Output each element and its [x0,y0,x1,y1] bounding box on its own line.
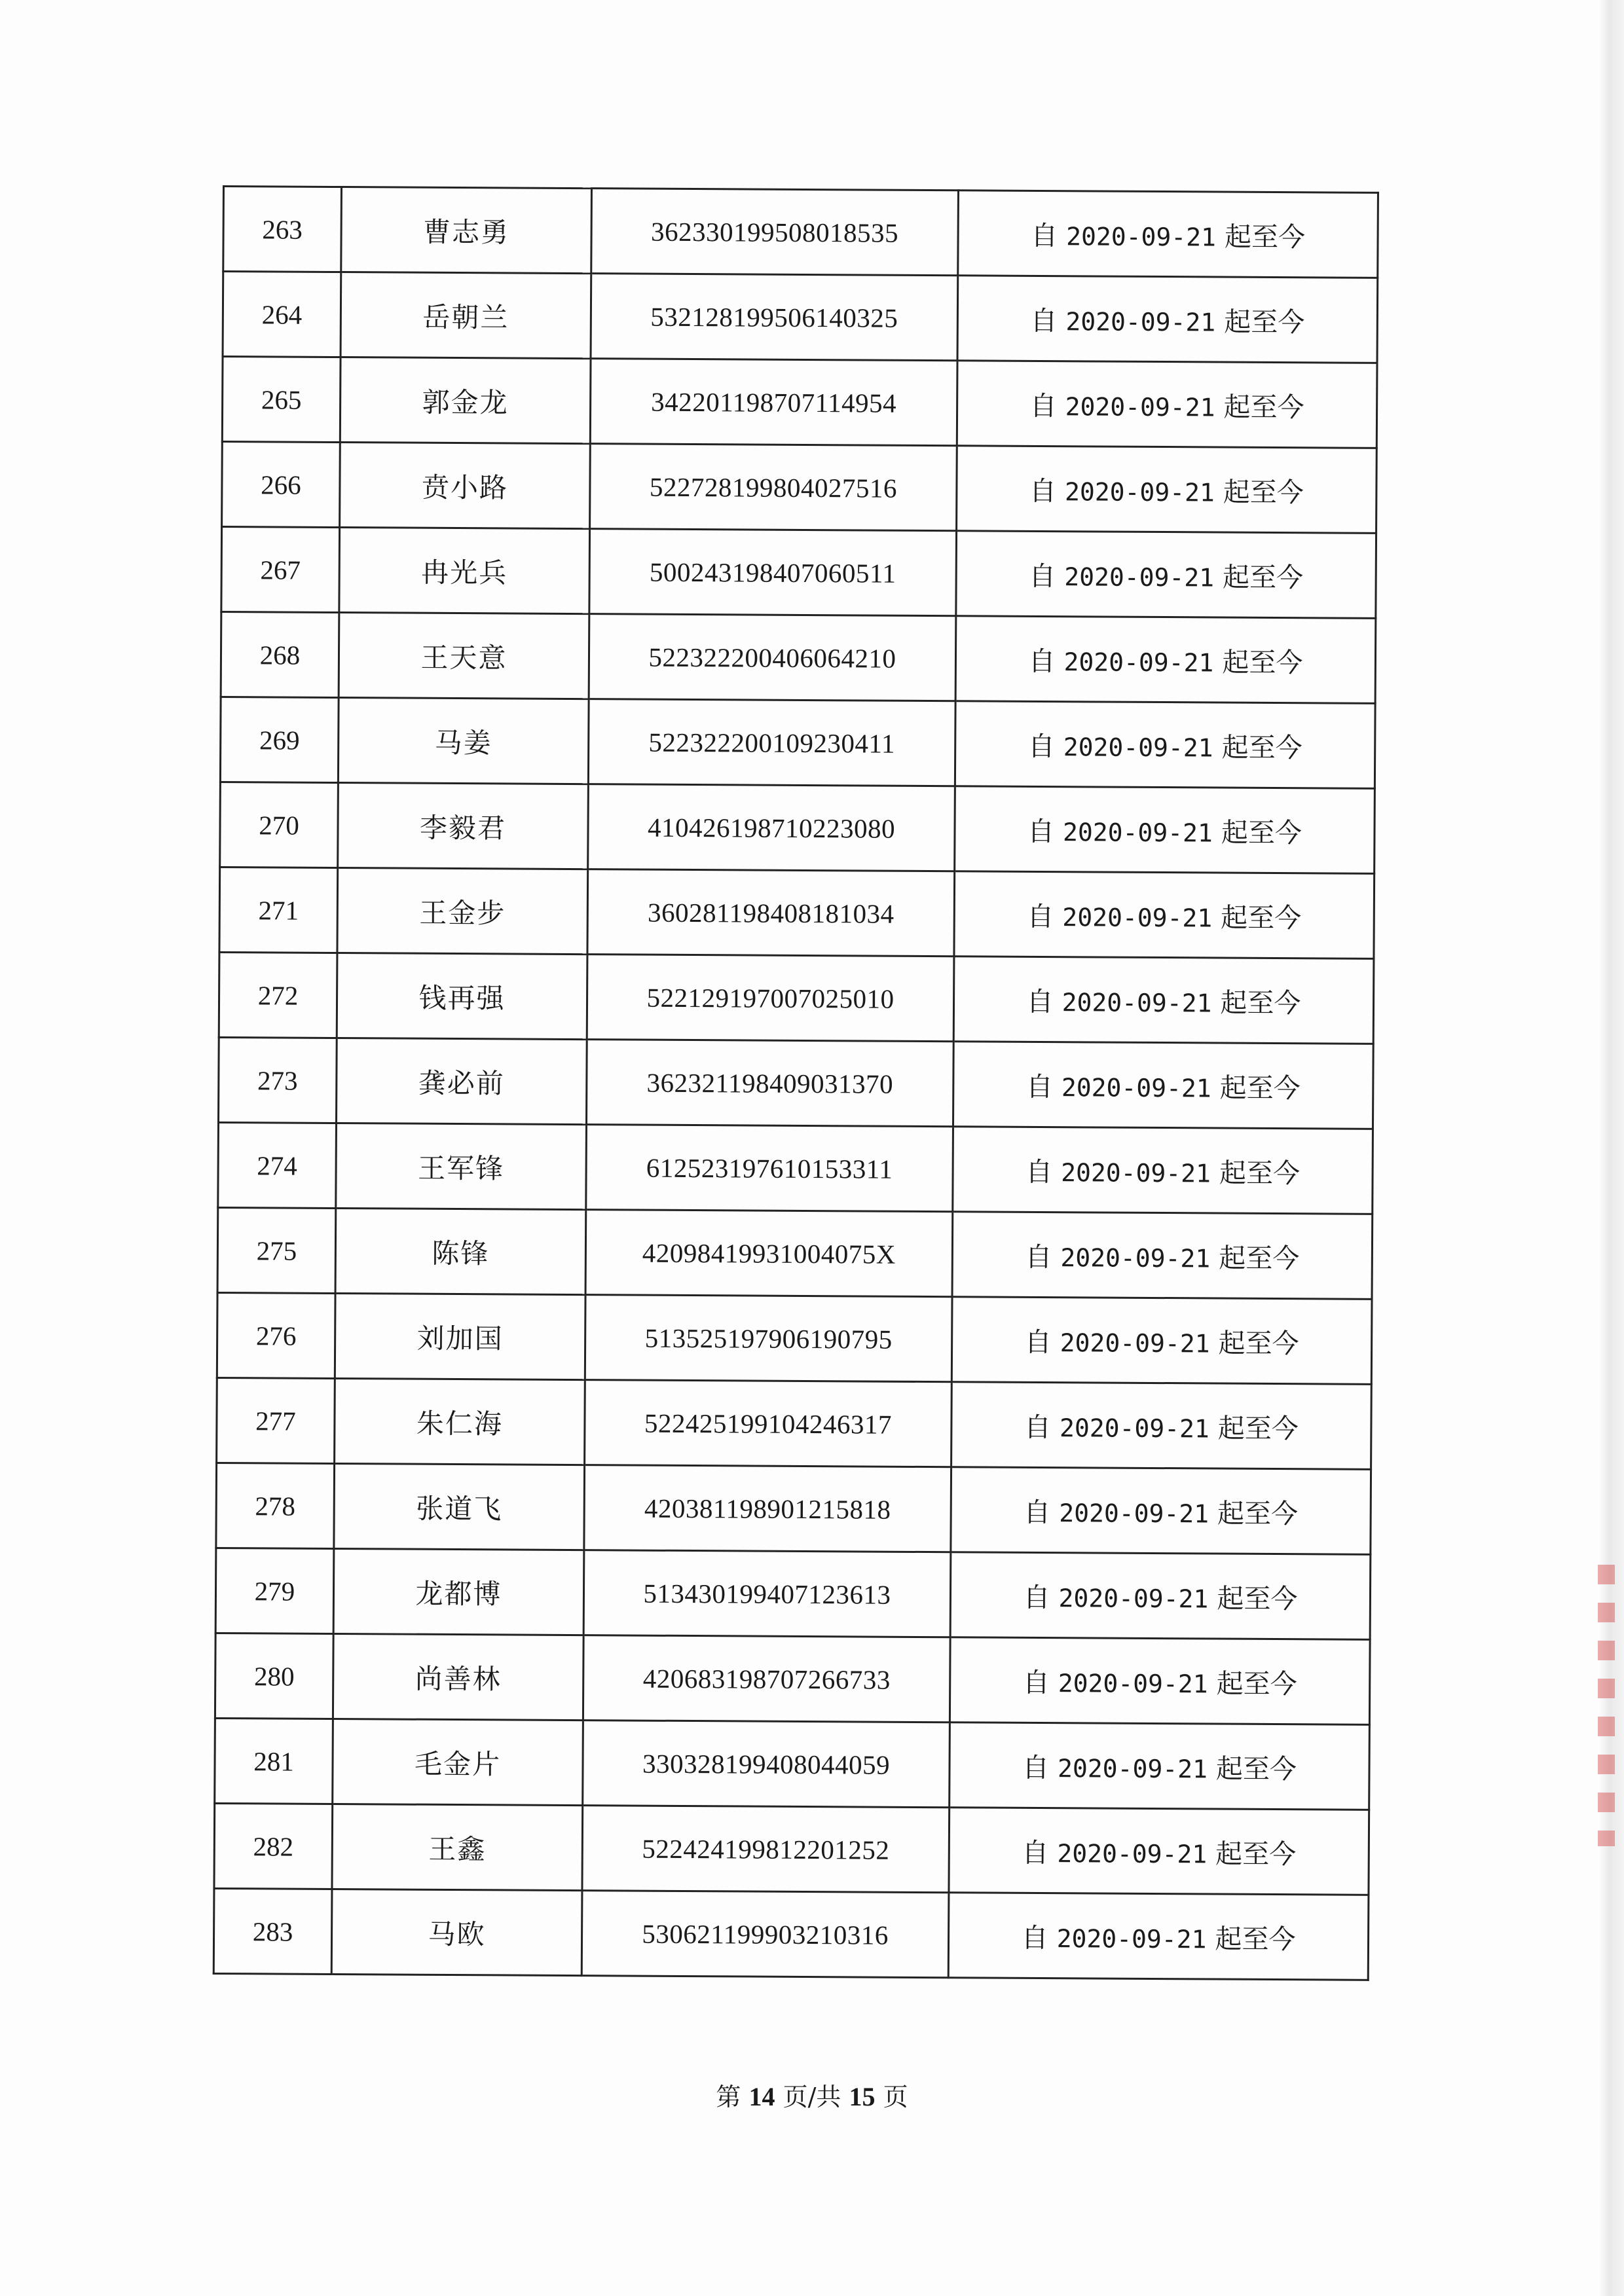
table-row [221,527,1376,619]
table-row [213,1888,1369,1980]
id-number: 522425199104246317 [585,1380,952,1467]
table-row [219,1037,1374,1129]
period-prefix: 自 [1023,1581,1050,1614]
id-number: 42098419931004075X [585,1210,953,1297]
period-suffix: 起至今 [1224,306,1305,338]
row-number: 282 [214,1803,333,1889]
period-prefix: 自 [1027,900,1054,933]
period-prefix: 自 [1025,1241,1052,1273]
person-name: 龚必前 [337,1038,587,1124]
page-footer [0,2077,1624,2113]
id-number: 420381198901215818 [584,1465,951,1552]
person-name: 曹志勇 [341,187,592,274]
person-name: 钱再强 [337,953,587,1039]
row-number: 274 [218,1122,337,1208]
period-cell [951,1467,1371,1555]
period-suffix: 起至今 [1217,1497,1299,1530]
period-suffix: 起至今 [1220,987,1301,1019]
table-row [223,187,1378,278]
period-cell [957,276,1378,363]
period-suffix: 起至今 [1217,1582,1298,1615]
period-suffix: 起至今 [1221,816,1302,849]
table-row [219,867,1375,958]
period-prefix: 自 [1029,390,1057,422]
table-row [222,442,1377,534]
period-cell [952,1212,1373,1300]
period-cell [951,1382,1372,1470]
period-start-date: 2020-09-21 [1061,1158,1211,1188]
period-start-date: 2020-09-21 [1057,1839,1208,1869]
footer-total-pages: 15 [849,2082,876,2111]
id-number: 522129197007025010 [587,955,954,1042]
row-number: 264 [223,272,341,357]
period-start-date: 2020-09-21 [1059,1413,1209,1444]
period-suffix: 起至今 [1223,391,1304,424]
scan-edge-shadow [1598,0,1624,2296]
records-table [213,185,1379,1981]
period-start-date: 2020-09-21 [1064,562,1215,592]
period-suffix: 起至今 [1219,1072,1301,1104]
table-row [215,1633,1370,1724]
footer-suffix: 页 [883,2083,908,2111]
id-number: 500243198407060511 [589,529,957,616]
id-number: 342201198707114954 [590,359,957,446]
period-suffix: 起至今 [1223,476,1304,509]
records-table-body [213,187,1378,1980]
period-suffix: 起至今 [1221,902,1302,934]
period-start-date: 2020-09-21 [1064,477,1215,507]
period-suffix: 起至今 [1218,1327,1299,1360]
id-number: 532128199506140325 [591,274,958,361]
period-prefix: 自 [1025,1156,1053,1188]
period-suffix: 起至今 [1217,1412,1299,1445]
period-cell [957,446,1377,534]
period-suffix: 起至今 [1221,731,1302,764]
period-cell [955,786,1375,874]
period-start-date: 2020-09-21 [1060,1328,1210,1358]
period-prefix: 自 [1027,815,1055,848]
period-suffix: 起至今 [1222,646,1303,679]
red-seal-fragment [1598,1565,1615,1846]
row-number: 265 [222,357,341,443]
period-cell [953,1127,1373,1214]
period-prefix: 自 [1024,1326,1052,1358]
records-table-container [213,185,1377,1981]
row-number: 279 [215,1548,334,1633]
period-prefix: 自 [1024,1496,1051,1529]
person-name: 刘加国 [335,1293,585,1379]
id-number: 410426198710223080 [588,784,955,871]
row-number: 283 [213,1888,332,1974]
table-row [215,1718,1370,1810]
period-prefix: 自 [1031,219,1058,252]
person-name: 岳朝兰 [341,272,591,359]
row-number: 281 [215,1718,333,1804]
period-cell [953,957,1374,1044]
period-start-date: 2020-09-21 [1062,818,1213,848]
id-number: 522322200109230411 [588,699,955,786]
period-suffix: 起至今 [1215,1838,1297,1870]
id-number: 513525197906190795 [585,1295,952,1382]
row-number: 267 [221,527,340,613]
period-prefix: 自 [1022,1666,1050,1699]
period-start-date: 2020-09-21 [1063,647,1214,678]
period-suffix: 起至今 [1222,561,1304,594]
period-prefix: 自 [1021,1922,1048,1954]
period-start-date: 2020-09-21 [1066,222,1217,252]
person-name: 马欧 [331,1889,582,1975]
period-cell [955,616,1376,704]
id-number: 513430199407123613 [583,1550,951,1637]
row-number: 275 [217,1207,336,1293]
period-prefix: 自 [1022,1751,1050,1784]
person-name: 尚善林 [333,1633,583,1720]
period-cell [950,1722,1370,1810]
period-start-date: 2020-09-21 [1058,1584,1209,1614]
row-number: 263 [223,187,342,272]
period-cell [950,1552,1371,1640]
person-name: 王军锋 [336,1123,587,1209]
person-name: 王金步 [337,867,588,954]
period-prefix: 自 [1026,985,1054,1018]
period-cell [956,531,1376,619]
period-start-date: 2020-09-21 [1062,903,1213,933]
period-cell [949,1808,1369,1895]
table-row [221,611,1376,703]
table-row [217,1377,1372,1469]
table-row [217,1207,1373,1299]
person-name: 陈锋 [335,1208,586,1294]
period-suffix: 起至今 [1215,1923,1296,1956]
period-start-date: 2020-09-21 [1059,1499,1209,1529]
person-name: 贲小路 [340,443,591,529]
id-number: 420683198707266733 [583,1635,950,1722]
person-name: 李毅君 [338,782,589,869]
table-row [223,272,1378,363]
period-start-date: 2020-09-21 [1060,1243,1211,1273]
period-prefix: 自 [1025,1070,1054,1103]
period-cell [948,1893,1369,1980]
period-prefix: 自 [1024,1411,1052,1444]
period-prefix: 自 [1030,304,1058,337]
id-number: 530621199903210316 [581,1891,949,1978]
person-name: 冉光兵 [339,528,590,614]
footer-prefix: 第 [716,2083,741,2111]
period-prefix: 自 [1029,475,1057,507]
row-number: 276 [217,1292,335,1378]
period-suffix: 起至今 [1219,1242,1300,1275]
period-prefix: 自 [1028,645,1056,678]
period-start-date: 2020-09-21 [1061,1073,1211,1103]
table-row [220,697,1375,788]
period-start-date: 2020-09-21 [1058,1669,1208,1699]
period-start-date: 2020-09-21 [1058,1754,1208,1784]
table-row [216,1463,1371,1554]
period-suffix: 起至今 [1215,1753,1297,1785]
person-name: 龙都博 [333,1548,584,1635]
row-number: 273 [219,1037,337,1123]
row-number: 266 [222,442,341,528]
row-number: 271 [219,867,338,953]
person-name: 郭金龙 [340,357,591,444]
id-number: 330328199408044059 [583,1721,950,1808]
person-name: 朱仁海 [335,1378,585,1465]
period-cell [954,871,1375,959]
row-number: 278 [216,1463,335,1548]
id-number: 360281198408181034 [587,869,955,957]
period-cell [951,1297,1372,1385]
row-number: 269 [220,697,339,782]
id-number: 522728199804027516 [590,444,957,531]
table-row [218,1122,1373,1214]
footer-middle: 页/共 [783,2083,841,2111]
row-number: 272 [219,952,337,1038]
period-start-date: 2020-09-21 [1065,307,1216,337]
period-start-date: 2020-09-21 [1061,988,1212,1018]
period-start-date: 2020-09-21 [1056,1924,1207,1954]
period-start-date: 2020-09-21 [1063,733,1213,763]
person-name: 马姜 [338,698,589,784]
period-suffix: 起至今 [1219,1157,1301,1190]
period-cell [953,1042,1373,1129]
table-row [215,1548,1371,1639]
table-row [217,1292,1372,1384]
table-row [220,782,1375,873]
id-number: 362330199508018535 [591,189,959,276]
person-name: 张道飞 [334,1463,585,1550]
person-name: 王天意 [339,613,589,699]
row-number: 277 [217,1377,335,1463]
row-number: 270 [220,782,339,867]
period-cell [950,1637,1370,1725]
id-number: 612523197610153311 [586,1125,953,1212]
table-row [219,952,1374,1044]
row-number: 268 [221,611,339,697]
table-row [214,1803,1369,1895]
id-number: 522424199812201252 [582,1806,950,1893]
period-cell [958,191,1378,278]
period-suffix: 起至今 [1216,1667,1297,1700]
row-number: 280 [215,1633,333,1719]
id-number: 522322200406064210 [589,614,956,701]
period-prefix: 自 [1029,560,1056,592]
period-start-date: 2020-09-21 [1065,392,1215,422]
person-name: 毛金片 [333,1719,583,1805]
period-cell [955,701,1375,789]
period-cell [957,361,1377,448]
period-prefix: 自 [1022,1836,1049,1869]
id-number: 362321198409031370 [586,1040,953,1127]
footer-current-page: 14 [748,2082,775,2111]
person-name: 王鑫 [332,1804,583,1890]
table-row [222,357,1377,448]
period-prefix: 自 [1027,730,1055,763]
period-suffix: 起至今 [1224,221,1306,253]
